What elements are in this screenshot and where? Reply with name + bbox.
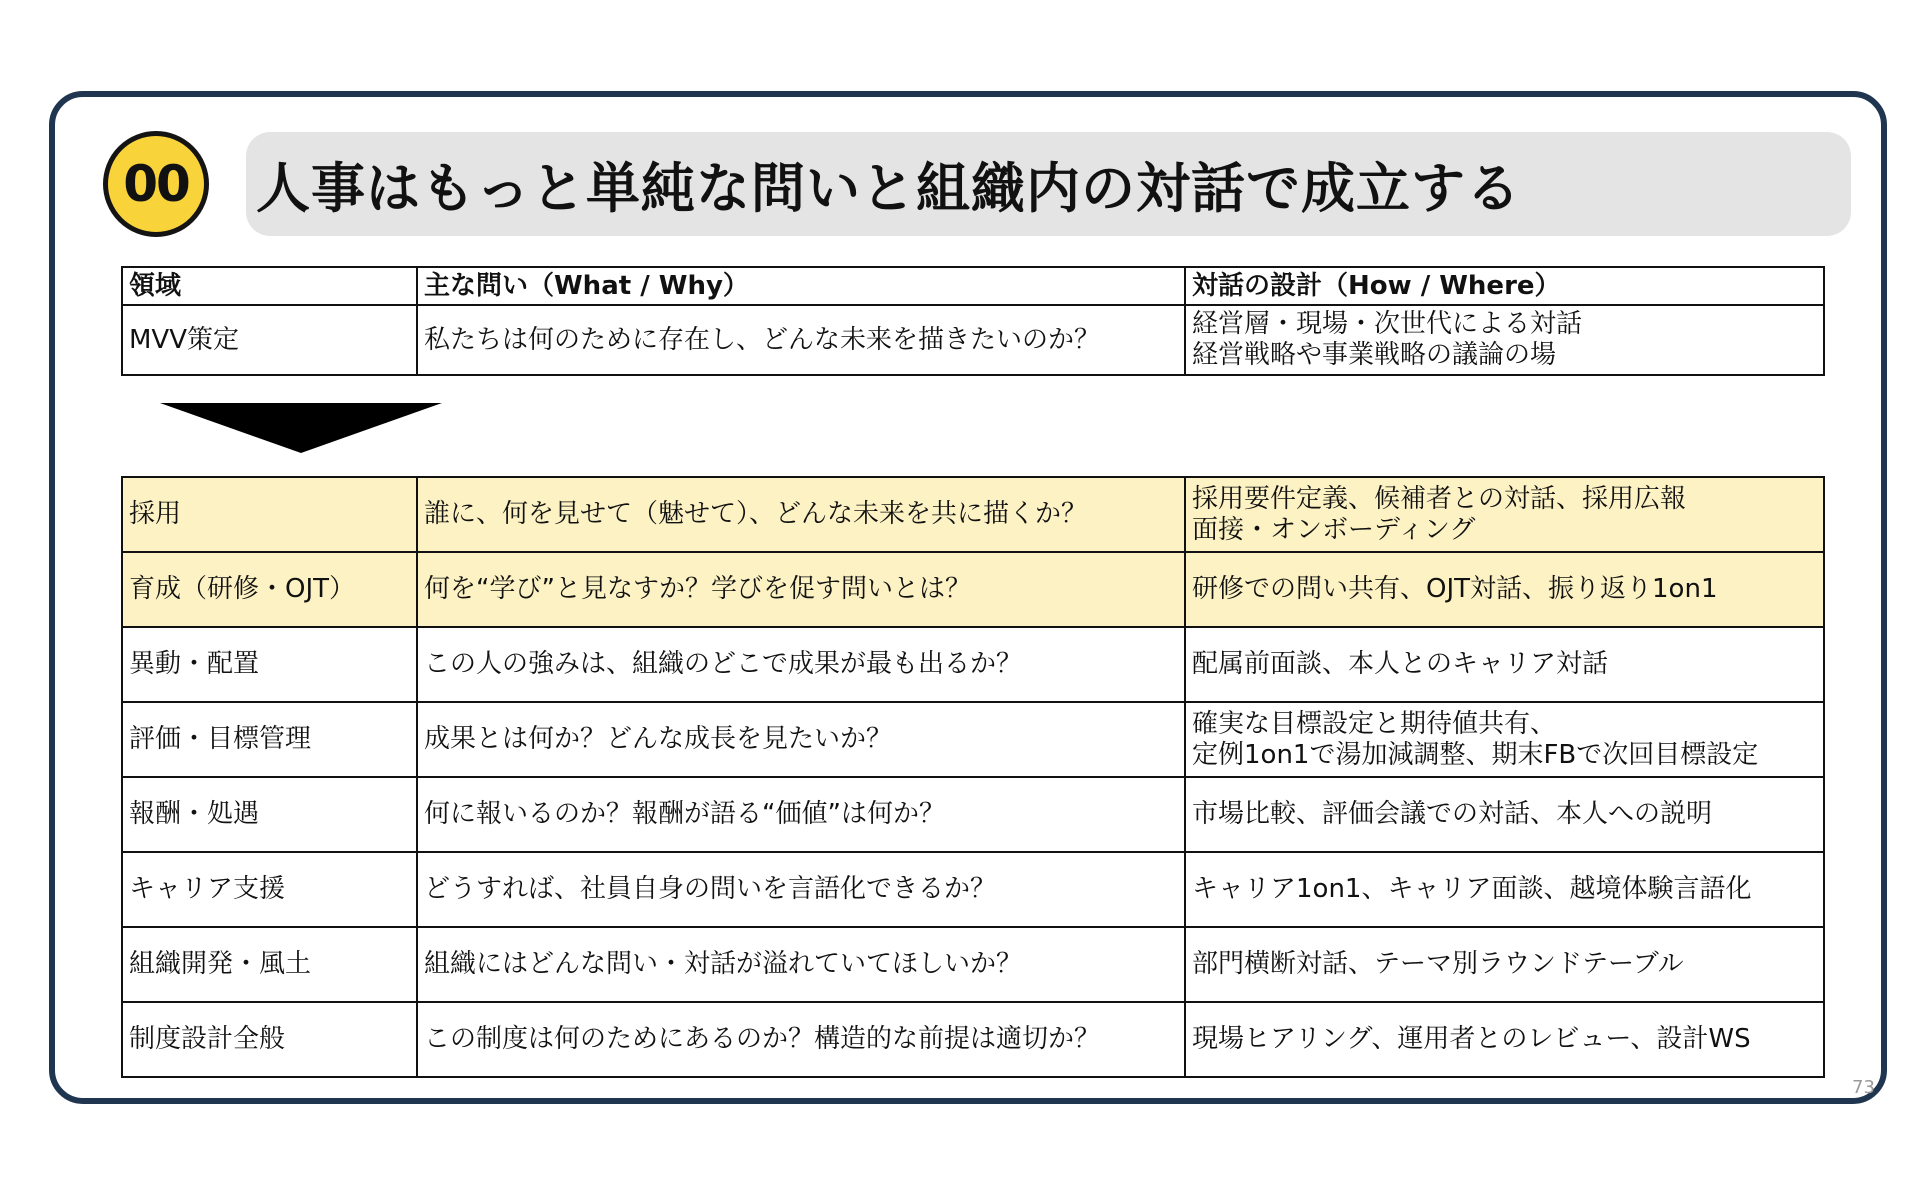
design-line-1: 部門横断対話、テーマ別ラウンドテーブル	[1192, 949, 1684, 979]
cell-design	[1185, 852, 1824, 927]
badge-label: 00	[123, 155, 189, 213]
design-line-2: 面接・オンボーディング	[1192, 514, 1476, 545]
design-line-2: 経営戦略や事業戦略の議論の場	[1192, 340, 1557, 370]
cell-design	[1185, 927, 1824, 1002]
header-design: 対話の設計（How / Where）	[1185, 267, 1824, 305]
cell-area: 採用	[122, 477, 417, 552]
design-line-1: 確実な目標設定と期待値共有、	[1192, 708, 1557, 739]
cell-question: 何に報いるのか？報酬が語る“価値”は何か？	[417, 777, 1185, 852]
table-row	[122, 552, 1824, 627]
cell-area: 制度設計全般	[122, 1002, 417, 1077]
table-header-row	[122, 267, 1824, 305]
cell-area: MVV策定	[122, 305, 417, 375]
cell-design	[1185, 1002, 1824, 1077]
cell-question: どうすれば、社員自身の問いを言語化できるか？	[417, 852, 1185, 927]
cell-question: この人の強みは、組織のどこで成果が最も出るか？	[417, 627, 1185, 702]
cell-question: この制度は何のためにあるのか？構造的な前提は適切か？	[417, 1002, 1185, 1077]
cell-area: 育成（研修・OJT）	[122, 552, 417, 627]
cell-area: 組織開発・風土	[122, 927, 417, 1002]
design-line-1: 研修での問い共有、OJT対話、振り返り1on1	[1192, 574, 1718, 604]
cell-design	[1185, 702, 1824, 777]
title-bar	[246, 132, 1851, 236]
cell-area: 異動・配置	[122, 627, 417, 702]
cell-design	[1185, 305, 1824, 375]
table-row	[122, 852, 1824, 927]
design-line-1: 現場ヒアリング、運用者とのレビュー、設計WS	[1192, 1024, 1751, 1054]
cell-area: 報酬・処遇	[122, 777, 417, 852]
cell-design	[1185, 477, 1824, 552]
slide-title: 人事はもっと単純な問いと組織内の対話で成立する	[256, 156, 1521, 220]
design-line-1: 採用要件定義、候補者との対話、採用広報	[1192, 483, 1687, 514]
table-row	[122, 777, 1824, 852]
table-row	[122, 305, 1824, 375]
cell-design	[1185, 552, 1824, 627]
table-row	[122, 927, 1824, 1002]
cell-question: 何を“学び”と見なすか？学びを促す問いとは？	[417, 552, 1185, 627]
table-row	[122, 1002, 1824, 1077]
header-question: 主な問い（What / Why）	[417, 267, 1185, 305]
cell-question: 誰に、何を見せて（魅せて）、どんな未来を共に描くか？	[417, 477, 1185, 552]
table-row	[122, 477, 1824, 552]
cell-question: 成果とは何か？どんな成長を見たいか？	[417, 702, 1185, 777]
cell-question: 組織にはどんな問い・対話が溢れていてほしいか？	[417, 927, 1185, 1002]
cell-design	[1185, 777, 1824, 852]
header-area: 領域	[122, 267, 417, 305]
page-number: 73	[1852, 1077, 1875, 1098]
design-line-1: 市場比較、評価会議での対話、本人への説明	[1192, 799, 1713, 829]
cell-area: キャリア支援	[122, 852, 417, 927]
hr-domains-table	[121, 476, 1825, 1078]
cell-design	[1185, 627, 1824, 702]
design-line-1: キャリア1on1、キャリア面談、越境体験言語化	[1192, 874, 1752, 904]
cell-area: 評価・目標管理	[122, 702, 417, 777]
down-arrow-icon	[160, 403, 442, 453]
design-line-2: 定例1on1で湯加減調整、期末FBで次回目標設定	[1192, 739, 1759, 770]
cell-question: 私たちは何のために存在し、どんな未来を描きたいのか？	[417, 305, 1185, 375]
design-line-1: 経営層・現場・次世代による対話	[1192, 309, 1583, 339]
table-row	[122, 627, 1824, 702]
mvv-table	[121, 266, 1825, 376]
design-line-1: 配属前面談、本人とのキャリア対話	[1192, 649, 1609, 679]
section-number-badge	[103, 131, 209, 237]
table-row	[122, 702, 1824, 777]
